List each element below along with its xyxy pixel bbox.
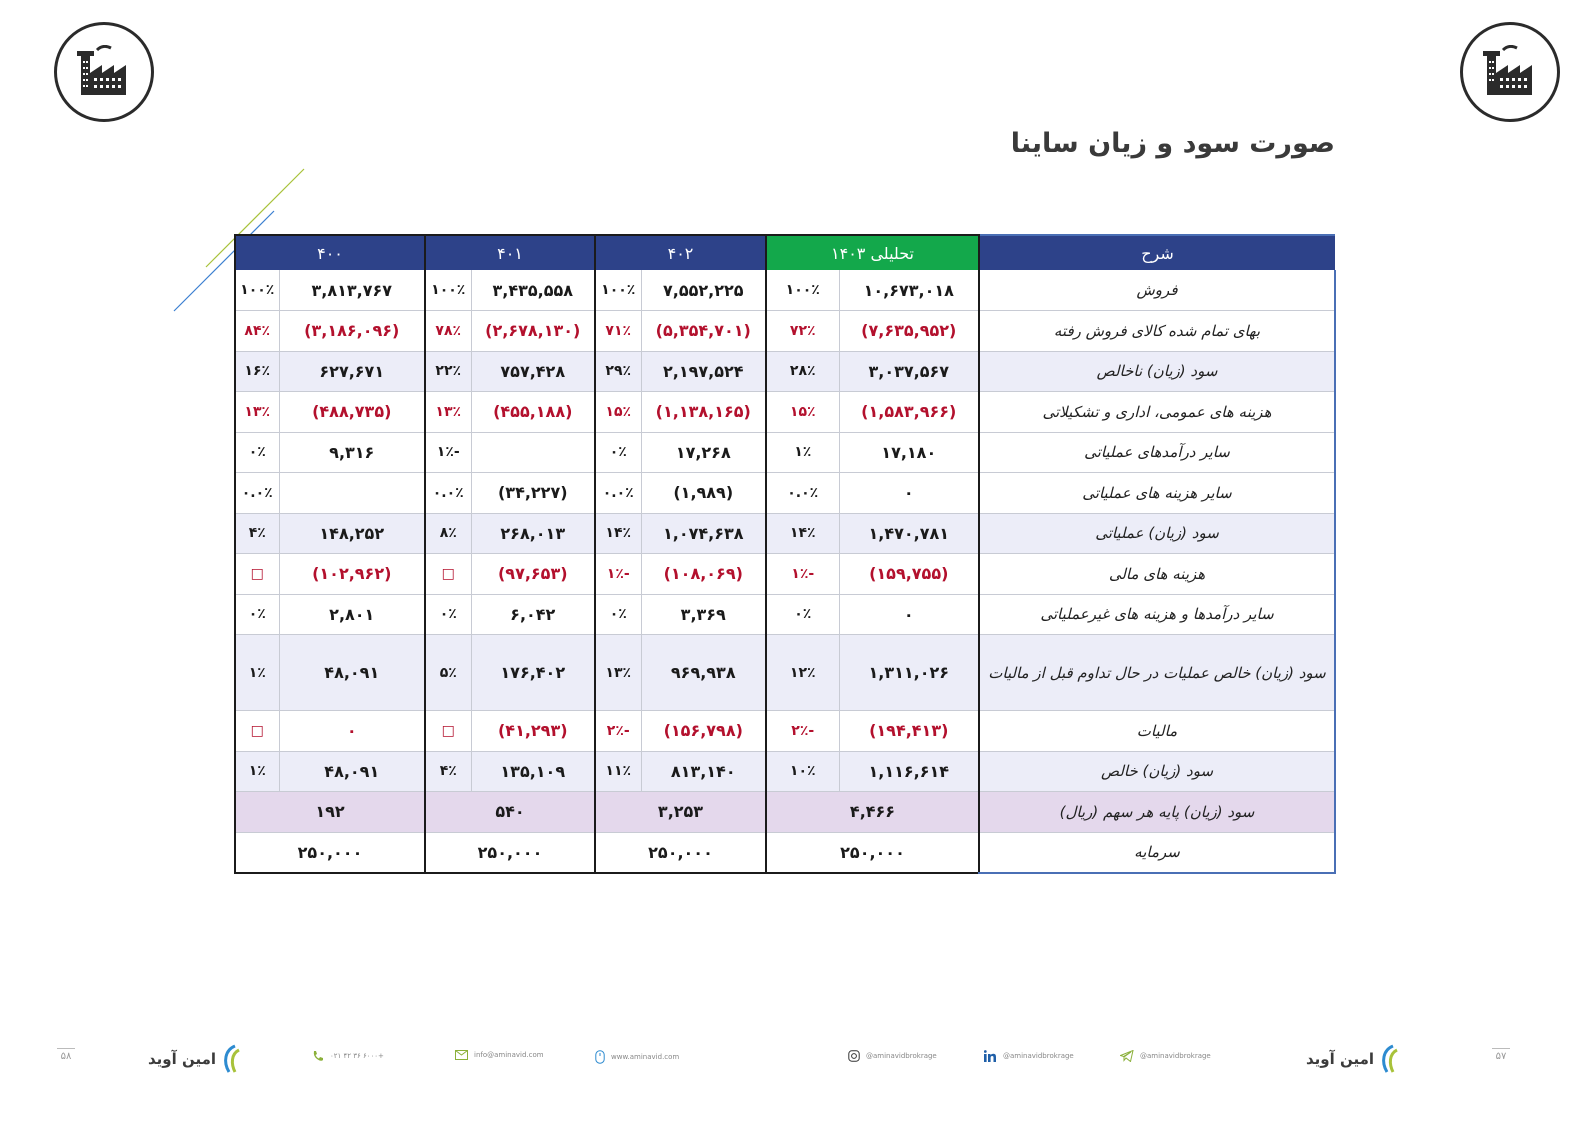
cell-percent: ۲۹٪	[595, 351, 641, 392]
cell-value: ۱,۰۷۴,۶۳۸	[641, 513, 766, 554]
cell-value: (۱,۱۳۸,۱۶۵)	[641, 392, 766, 433]
cell-percent: ۰٪	[595, 432, 641, 473]
cell-percent: ۵٪	[425, 635, 471, 711]
row-label: سرمایه	[979, 832, 1335, 873]
footer-instagram[interactable]	[848, 1050, 937, 1062]
cell-value: ۹,۳۱۶	[279, 432, 425, 473]
cell-percent: □	[425, 554, 471, 595]
brand-swirl-icon	[221, 1044, 245, 1074]
linkedin-text: @aminavidbrokrage	[1003, 1052, 1074, 1060]
cell-value: (۵,۳۵۴,۷۰۱)	[641, 311, 766, 352]
cell-value: ۷,۵۵۲,۲۲۵	[641, 270, 766, 311]
row-label: سود (زیان) خالص	[979, 751, 1335, 792]
cell-percent: ۲۲٪	[425, 351, 471, 392]
page-number-right: ۵۷	[1492, 1048, 1510, 1062]
cell-percent: ۰٪	[425, 594, 471, 635]
cell-value: ۱۹۲	[235, 792, 425, 833]
cell-value: (۱۰۸,۰۶۹)	[641, 554, 766, 595]
cell-percent: □	[235, 711, 279, 752]
cell-value: ۶,۰۴۲	[471, 594, 595, 635]
cell-value: (۱,۹۸۹)	[641, 473, 766, 514]
table-row	[235, 792, 1335, 833]
header-analysis-1403: تحلیلی ۱۴۰۳	[766, 235, 979, 270]
row-label: سایر درآمدها و هزینه های غیرعملیاتی	[979, 594, 1335, 635]
row-label: سود (زیان) پایه هر سهم (ریال)	[979, 792, 1335, 833]
cell-percent: ۰٪	[595, 594, 641, 635]
footer-telegram[interactable]	[1120, 1050, 1211, 1062]
table-row	[235, 270, 1335, 311]
linkedin-icon	[984, 1050, 997, 1062]
cell-value	[279, 473, 425, 514]
cell-value: ۳,۴۳۵,۵۵۸	[471, 270, 595, 311]
cell-percent: ۱۰۰٪	[595, 270, 641, 311]
cell-value: (۴۱,۲۹۳)	[471, 711, 595, 752]
cell-value: ۱,۱۱۶,۶۱۴	[839, 751, 979, 792]
table-row	[235, 751, 1335, 792]
cell-value: (۱۹۴,۴۱۳)	[839, 711, 979, 752]
row-label: مالیات	[979, 711, 1335, 752]
instagram-icon	[848, 1050, 860, 1062]
cell-percent: ۸٪	[425, 513, 471, 554]
cell-value: ۳,۳۶۹	[641, 594, 766, 635]
telegram-icon	[1120, 1050, 1134, 1062]
cell-percent: -۲٪	[595, 711, 641, 752]
cell-percent: ۰.۰٪	[235, 473, 279, 514]
cell-value: ۱,۳۱۱,۰۲۶	[839, 635, 979, 711]
cell-value: ۲۵۰,۰۰۰	[766, 832, 979, 873]
row-label: سود (زیان) خالص عملیات در حال تداوم قبل از مالیات	[979, 635, 1335, 711]
table-row	[235, 473, 1335, 514]
phone-text: ۰۲۱ ۴۲ ۳۶ ۶۰۰۰+	[330, 1052, 384, 1060]
cell-value: (۷,۶۳۵,۹۵۲)	[839, 311, 979, 352]
cell-percent: -۱٪	[766, 554, 839, 595]
cell-percent: □	[235, 554, 279, 595]
cell-value: ۱۴۸,۲۵۲	[279, 513, 425, 554]
cell-percent: -۱٪	[425, 432, 471, 473]
cell-percent: ۰.۰٪	[595, 473, 641, 514]
mail-icon	[455, 1050, 468, 1060]
cell-value	[471, 432, 595, 473]
cell-value: ۲۵۰,۰۰۰	[595, 832, 766, 873]
cell-value: (۱۰۲,۹۶۲)	[279, 554, 425, 595]
cell-value: ۳,۲۵۳	[595, 792, 766, 833]
cell-percent: ۷۲٪	[766, 311, 839, 352]
cell-value: ۴۸,۰۹۱	[279, 751, 425, 792]
row-label: هزینه های عمومی، اداری و تشکیلاتی	[979, 392, 1335, 433]
cell-value: ۹۶۹,۹۳۸	[641, 635, 766, 711]
cell-value: ۳,۰۳۷,۵۶۷	[839, 351, 979, 392]
cell-value: ۲۵۰,۰۰۰	[425, 832, 595, 873]
header-year-401: ۴۰۱	[425, 235, 595, 270]
page-number-left: ۵۸	[57, 1048, 75, 1062]
cell-percent: ۰٪	[235, 594, 279, 635]
phone-icon	[312, 1050, 324, 1062]
cell-value: (۴۵۵,۱۸۸)	[471, 392, 595, 433]
header-year-402: ۴۰۲	[595, 235, 766, 270]
cell-percent: ۰.۰٪	[766, 473, 839, 514]
row-label: سود (زیان) ناخالص	[979, 351, 1335, 392]
cell-value: ۵۴۰	[425, 792, 595, 833]
cell-percent: ۱۶٪	[235, 351, 279, 392]
cell-percent: ۲۸٪	[766, 351, 839, 392]
cell-percent: ۴٪	[425, 751, 471, 792]
cell-value: ۸۱۳,۱۴۰	[641, 751, 766, 792]
cell-percent: ۴٪	[235, 513, 279, 554]
table-row	[235, 311, 1335, 352]
cell-percent: ۰٪	[766, 594, 839, 635]
cell-percent: ۱۵٪	[766, 392, 839, 433]
cell-value: ۰	[839, 473, 979, 514]
cell-value: ۳,۸۱۳,۷۶۷	[279, 270, 425, 311]
cell-percent: ۰.۰٪	[425, 473, 471, 514]
email-text: info@aminavid.com	[474, 1051, 544, 1059]
website-text: www.aminavid.com	[611, 1053, 680, 1061]
footer-linkedin[interactable]	[984, 1050, 1074, 1062]
cell-value: (۹۷,۶۵۳)	[471, 554, 595, 595]
footer-email[interactable]	[455, 1050, 544, 1060]
cell-percent: ۱٪	[766, 432, 839, 473]
cell-percent: ۱٪	[235, 635, 279, 711]
cell-percent: -۱٪	[595, 554, 641, 595]
cell-value: (۲,۶۷۸,۱۳۰)	[471, 311, 595, 352]
table-row	[235, 392, 1335, 433]
cell-value: ۲۶۸,۰۱۳	[471, 513, 595, 554]
table-row	[235, 432, 1335, 473]
cell-value: (۳۴,۲۲۷)	[471, 473, 595, 514]
cell-percent: ۱۰۰٪	[235, 270, 279, 311]
cell-percent: ۷۸٪	[425, 311, 471, 352]
header-desc: شرح	[979, 235, 1335, 270]
cell-percent: ۱۱٪	[595, 751, 641, 792]
cell-value: ۱۳۵,۱۰۹	[471, 751, 595, 792]
cell-value: ۴۸,۰۹۱	[279, 635, 425, 711]
table-row	[235, 594, 1335, 635]
cell-percent: ۱۴٪	[766, 513, 839, 554]
cell-value: ۱۷,۲۶۸	[641, 432, 766, 473]
income-statement-table	[234, 234, 1336, 874]
mouse-icon	[595, 1050, 605, 1064]
factory-logo-right	[1460, 22, 1560, 122]
cell-value: ۰	[279, 711, 425, 752]
cell-percent: ۷۱٪	[595, 311, 641, 352]
cell-percent: ۱۵٪	[595, 392, 641, 433]
cell-value: ۶۲۷,۶۷۱	[279, 351, 425, 392]
cell-percent: ۱۴٪	[595, 513, 641, 554]
factory-logo-left	[54, 22, 154, 122]
factory-icon	[71, 45, 137, 99]
table-header-row	[235, 235, 1335, 270]
cell-percent: ۱۲٪	[766, 635, 839, 711]
cell-value: (۱۵۹,۷۵۵)	[839, 554, 979, 595]
telegram-text: @aminavidbrokrage	[1140, 1052, 1211, 1060]
table-row	[235, 635, 1335, 711]
cell-percent: ۱۰٪	[766, 751, 839, 792]
row-label: فروش	[979, 270, 1335, 311]
table-row	[235, 711, 1335, 752]
cell-percent: ۱۰۰٪	[425, 270, 471, 311]
row-label: سایر درآمدهای عملیاتی	[979, 432, 1335, 473]
cell-percent: ۱۳٪	[235, 392, 279, 433]
cell-value: ۱۷,۱۸۰	[839, 432, 979, 473]
cell-percent: ۱۳٪	[595, 635, 641, 711]
factory-icon	[1477, 45, 1543, 99]
brand-logo-right	[1306, 1044, 1403, 1074]
cell-percent: ۱۳٪	[425, 392, 471, 433]
cell-value: ۷۵۷,۴۲۸	[471, 351, 595, 392]
cell-value: ۰	[839, 594, 979, 635]
page-footer	[0, 1040, 1587, 1080]
table-row	[235, 513, 1335, 554]
cell-value: (۱۵۶,۷۹۸)	[641, 711, 766, 752]
brand-name: امین آوید	[1306, 1050, 1375, 1068]
cell-value: (۱,۵۸۳,۹۶۶)	[839, 392, 979, 433]
cell-value: ۴,۴۶۶	[766, 792, 979, 833]
cell-percent: ۱٪	[235, 751, 279, 792]
cell-percent: □	[425, 711, 471, 752]
row-label: بهای تمام شده کالای فروش رفته	[979, 311, 1335, 352]
table-row	[235, 554, 1335, 595]
table-row	[235, 832, 1335, 873]
cell-percent: -۲٪	[766, 711, 839, 752]
cell-value: ۲,۸۰۱	[279, 594, 425, 635]
table-row	[235, 351, 1335, 392]
cell-value: ۲,۱۹۷,۵۲۴	[641, 351, 766, 392]
row-label: سود (زیان) عملیاتی	[979, 513, 1335, 554]
header-year-400: ۴۰۰	[235, 235, 425, 270]
footer-phone[interactable]	[312, 1050, 384, 1062]
row-label: هزینه های مالی	[979, 554, 1335, 595]
brand-name: امین آوید	[148, 1050, 217, 1068]
cell-value: (۴۸۸,۷۳۵)	[279, 392, 425, 433]
cell-value: (۳,۱۸۶,۰۹۶)	[279, 311, 425, 352]
brand-logo-left	[148, 1044, 245, 1074]
brand-swirl-icon	[1379, 1044, 1403, 1074]
cell-value: ۱۷۶,۴۰۲	[471, 635, 595, 711]
footer-website[interactable]	[595, 1050, 679, 1064]
cell-percent: ۸۴٪	[235, 311, 279, 352]
instagram-text: @aminavidbrokrage	[866, 1052, 937, 1060]
row-label: سایر هزینه های عملیاتی	[979, 473, 1335, 514]
cell-percent: ۱۰۰٪	[766, 270, 839, 311]
cell-percent: ۰٪	[235, 432, 279, 473]
cell-value: ۱۰,۶۷۳,۰۱۸	[839, 270, 979, 311]
cell-value: ۲۵۰,۰۰۰	[235, 832, 425, 873]
cell-value: ۱,۴۷۰,۷۸۱	[839, 513, 979, 554]
page-title: صورت سود و زیان ساینا	[1010, 128, 1335, 159]
